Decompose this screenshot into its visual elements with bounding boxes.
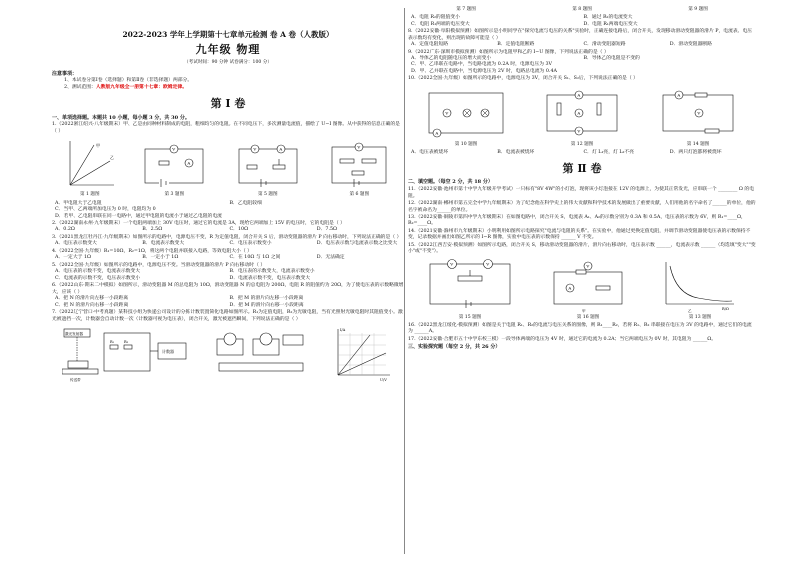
question-17: 17.（2022安徽·合肥市五十中学东校三模）一段导体两端的电压为 4V 时，通过它的电流为 0.2A；当它两端电压为 0V 时，其电阻为 ______Ω。 — [408, 336, 717, 342]
exam-meta: （考试时间：90 分钟 试卷满分：100 分） — [184, 59, 272, 65]
svg-text:V: V — [586, 263, 590, 269]
svg-text:V: V — [450, 261, 454, 267]
circuit-diagram — [546, 258, 630, 314]
figure-caption: 第 5 题图 — [257, 192, 278, 198]
option: B．通过 R₂的电流变大 — [583, 15, 633, 21]
question-2: 2.（2022湖南永州·九年级期末）一个电阻两端加上 30V 电压时，通过它的电流是 3A，现给它两端加上 15V 的电压时，它的电阻是（ ） — [52, 220, 345, 226]
figure-caption: 第 1 题图 — [79, 192, 100, 198]
option: C．电阻 R₁两端的电压变大 — [411, 21, 470, 27]
figure-row-mid — [408, 85, 756, 148]
question-7: 7.（2022辽宁营口·中考真题）某科技小组为快递公司设计的分拣计数装置简化电路如图所示。R₁为定值电阻，R₂为光敏电阻，当有光照射光敏电阻时其阻值变小。激光被遮挡一次，计数器会自动计数一次（计数器可视为电压表），闭合开关，激光被遮挡瞬间，下列说法正确的是（ ） — [52, 310, 403, 322]
option: C．电流表的示数不变，电压表示数变小 — [55, 275, 141, 281]
option: B．定值电阻断路 — [497, 42, 535, 48]
option: D．电阻 R₁两端电压变大 — [583, 21, 638, 27]
question-5: 5.（2022全国·九年级）如图所示的电路中，电源电压不变。当滑动变阻器的滑片 P 向右移动时（ ） — [52, 262, 266, 268]
figure-row-bottom — [408, 258, 756, 321]
svg-text:V: V — [172, 146, 176, 152]
q4-options — [52, 255, 404, 261]
q9-options-long — [408, 62, 756, 75]
svg-text:A: A — [568, 285, 572, 291]
svg-text:A: A — [677, 92, 681, 98]
option: C．滑动变阻器短路 — [583, 42, 626, 48]
column-divider — [404, 8, 405, 554]
section-heading: 三、实验探究题（每空 2 分，共 26 分） — [408, 344, 501, 351]
notice-range-label: 2、测试范围： — [64, 85, 96, 91]
question-15: 15.（2022江西吉安·模拟预测）如图所示电路，闭合开关 S，移动滑动变阻器的滑片，滑片向右移动时，电压表示数 ______，电流表示数 ______（均选填"变大""变小"或"不变"）。 — [408, 242, 756, 255]
option: C．灯 L₁亮，灯 L₂不亮 — [583, 150, 635, 156]
option: C．甲、乙串联在电路中，当电路电流为 0.2A 时，电源电压为 3V — [411, 62, 552, 68]
q5-options — [52, 269, 404, 282]
svg-text:A: A — [187, 160, 191, 166]
q3-options — [52, 241, 404, 247]
option: D．若甲、乙电阻串联在同一电路中，通过甲电阻的电流小于通过乙电阻的电流 — [55, 213, 222, 219]
circuit-diagram — [539, 85, 625, 141]
option: C．在 10Ω 与 1Ω 之间 — [229, 255, 281, 261]
question-1: 1.（2022浙江绍兴·八年级期末）甲、乙是由同种材料制成的电阻，粗细均匀的电阻。在不同电压下，多次测量电流值，描绘了 U−I 图像。从中获得的信息正确的是（ ） — [52, 122, 400, 134]
figure-12 — [539, 85, 625, 148]
fig7-label: R₁ — [110, 340, 115, 344]
fig7-label: 计数器 — [162, 349, 175, 354]
q10-options — [408, 150, 756, 156]
figure-caption: 第 15 题图 — [458, 314, 482, 320]
question-4: 4.（2022全国·九年级）R₁=10Ω，R₂=1Ω，将这两个电阻并联接入电路，等效电阻大小（ ） — [52, 248, 252, 254]
experiment-apparatus — [213, 325, 309, 383]
option: A．0.2Ω — [55, 227, 75, 233]
option: D．把 M 的滑片向右移一小段距离 — [229, 302, 304, 308]
svg-text:A: A — [435, 130, 439, 136]
figure-10 — [423, 85, 509, 148]
figure-caption: 第 7 题图 — [456, 7, 476, 12]
option: C．电压表示数变小 — [229, 241, 272, 247]
circuit-diagram — [139, 137, 209, 191]
section-heading: 一、单项选择题。本题共 10 小题，每小题 3 分，共 30 分。 — [52, 114, 190, 121]
sorting-device-diagram — [62, 325, 192, 383]
figure-1 — [64, 137, 116, 198]
option: D．电压表示数与电流表示数之比变大 — [316, 241, 398, 247]
exam-grade: 九年级 物理 — [195, 43, 261, 57]
option: C．把 N 的滑片向右移一小段距离 — [55, 302, 129, 308]
graph-axis-x: R/Ω — [722, 306, 729, 311]
figure-3 — [139, 137, 209, 198]
circuit-diagram — [233, 137, 303, 191]
question-12: 12.（2022湖南·郴州市第五完全中学九年级期末）为了纪念他在科学史上的伟大贡献和科学技术的发展做出了重要贡献，人们用他的名字命名了______的单位，他的名字被命名为______的单位。 — [408, 201, 756, 213]
option: A．电压表被烧坏 — [411, 150, 449, 156]
option: D．两只灯泡都将被烧坏 — [669, 150, 722, 156]
option: A．一定大于 1Ω — [55, 255, 92, 261]
fig7-label: 传送带 — [70, 378, 82, 382]
exam-title: 2022-2023 学年上学期第十七章单元检测 卷 A 卷（人教版） — [122, 30, 334, 39]
option: D．无法确定 — [316, 255, 345, 261]
option: B．电流表示数变大 — [142, 241, 185, 247]
svg-text:A: A — [577, 110, 581, 116]
ir-graph — [658, 258, 742, 314]
option: B．电流表被烧坏 — [497, 150, 535, 156]
part1-label: 第 Ⅰ 卷 — [210, 96, 246, 110]
notice-item: 1、本试卷分第Ⅰ卷（选择题）和第Ⅱ卷（非选择题）两部分。 — [64, 77, 193, 83]
figure-16 — [546, 258, 630, 321]
option: B．一定小于 1Ω — [142, 255, 179, 261]
option: B．导体乙的电阻是不变的 — [583, 56, 640, 61]
figure-6 — [326, 137, 392, 198]
option: C．当甲、乙两端所加电压为 0 时，电阻均为 0 — [55, 207, 156, 213]
figure-row — [52, 137, 404, 198]
figure-15 — [422, 258, 518, 321]
question-9: 9.（2022广东·深圳市模拟预测）如图所示为电阻甲和乙的 I−U 图像，下列说法正确的是（ ） — [408, 49, 609, 55]
figure-caption: 第 8 题图 — [572, 7, 592, 12]
q8-options — [408, 42, 756, 48]
part2-label: 第 Ⅱ 卷 — [562, 161, 602, 175]
figure-caption: 第 12 题图 — [570, 141, 594, 147]
figure-caption: 第 13 题图 — [688, 314, 712, 320]
figure-row-7 — [52, 325, 404, 383]
graph-axis-y: I/A — [339, 328, 345, 332]
option: D．7.5Ω — [316, 227, 337, 233]
svg-text:V: V — [577, 128, 581, 134]
option: A．甲电阻大于乙电阻 — [55, 200, 102, 206]
svg-text:V: V — [697, 110, 701, 116]
graph-label-jia: 甲 — [95, 143, 100, 149]
section-heading: 二、填空题。（每空 2 分，共 18 分） — [408, 179, 493, 186]
svg-text:V: V — [486, 261, 490, 267]
q6-options — [52, 296, 404, 309]
q1-options-long — [52, 207, 404, 220]
figure-caption-row — [408, 6, 756, 13]
option: A．定值电阻短路 — [411, 42, 449, 48]
q2-options — [52, 227, 404, 233]
option: A．导体乙的电阻随电压的增大而变小 — [411, 56, 492, 61]
fig7-label: 激光发射器 — [65, 332, 84, 336]
option: A．电压表的示数不变，电流表示数变大 — [55, 269, 141, 275]
circuit-diagram — [422, 258, 518, 314]
figure-caption: 第 3 题图 — [164, 192, 185, 198]
figure-caption: 第 16 题图 — [576, 314, 600, 320]
svg-text:V: V — [253, 146, 257, 152]
option: D．电流表示数不变，电压表示数变大 — [229, 275, 311, 281]
q7-options — [408, 15, 756, 28]
option: A．电压表示数变大 — [55, 241, 97, 247]
svg-text:V: V — [357, 144, 361, 150]
left-column — [52, 30, 404, 562]
figure-13 — [658, 258, 742, 321]
notice-range: 人教版九年级全一册第十七章：欧姆定律。 — [95, 84, 187, 91]
graph-label-yi: 乙 — [688, 308, 692, 313]
svg-text:A: A — [279, 146, 283, 152]
ia-graph — [330, 325, 394, 383]
question-3: 3.（2021黑龙江牡丹江·九年级期末）如图所示的电路中，电源电压不变，R 为定值电阻，闭合开关 S 后，滑动变阻器的滑片 P 向右移动时，下列说法正确的是（ ） — [52, 234, 402, 240]
option: C．10Ω — [229, 227, 249, 233]
question-8: 8.（2022安徽·阜阳模拟预测）如图所示是小明同学在"探究电流与电压的关系"实验时，正确连接电路后，闭合开关，发现移动滑动变阻器的滑片 P，电流表、电压表示数均有变化，则出现的故障可能是（ ） — [408, 29, 753, 41]
option: A．电阻 R₂的阻值变小 — [411, 15, 460, 21]
question-13: 13.（2022安徽·铜陵市第四中学九年级期末）在如图电路中，闭合开关 S，电流表 A₁、A₂的示数分别为 0.3A 和 0.5A，电压表的示数为 6V，则 R₁=____Ω，R₂=____Ω。 — [408, 215, 746, 227]
option: B．把 M 的滑片向左移一小段距离 — [229, 296, 304, 302]
circuit-diagram — [655, 85, 741, 141]
right-column — [408, 4, 756, 562]
question-16: 16.（2022黑龙江绥化·模拟预测）如图是关于电阻 R₁、R₂的电流与电压关系的图像，则 R₁____R₂，若将 R₁、R₂ 串联接在电压为 3V 的电路中，通过它们的电流为 ______A。 — [408, 323, 752, 335]
ui-graph — [64, 137, 116, 191]
figure-caption: 第 10 题图 — [454, 141, 478, 147]
notice-heading: 注意事项： — [52, 71, 78, 78]
question-14: 14.（2021安徽·滁州市九年级期末）小明利用如图所示电路探究"电流与电阻的关系"。在实验中，他通过更换定值电阻，并调节滑动变阻器使电压表的示数保持不变，记录数据并画出如图乙所示的 I−R 图像，实验中电压表的示数保持 ______ V 不变。 — [408, 228, 751, 241]
figure-caption: 第 14 题图 — [686, 141, 710, 147]
option: D．甲、乙并联在电路中，当电源电压为 2V 时，电路总电流为 0.4A — [411, 68, 557, 74]
circuit-diagram — [326, 137, 392, 191]
graph-label-jia: 甲 — [582, 308, 586, 313]
graph-axis-x: U/V — [379, 378, 387, 382]
figure-caption: 第 9 题图 — [688, 7, 708, 12]
option: B．2.5Ω — [142, 227, 163, 233]
option: D．滑动变阻器断路 — [669, 42, 712, 48]
option: B．电压表的示数变大，电流表示数变小 — [229, 269, 315, 275]
figure-14 — [655, 85, 741, 148]
graph-label-yi: 乙 — [109, 155, 114, 161]
question-10: 10.（2022全国·九年级）如图所示的电路中，电源电压为 3V，闭合开关 S₁、S₂后，下列说法正确的是（ ） — [408, 76, 638, 82]
notice-item — [52, 84, 404, 91]
fig7-label: R₂ — [124, 340, 129, 344]
question-6: 6.（2022山东·期末二中模拟）如图所示，滑动变阻器 M 的总电阻为 10Ω，滑动变阻器 N 的总电阻为 200Ω，电阻 R 的阻值约为 20Ω，为了使电压表的示数略微增大，应该（ ） — [52, 283, 404, 295]
circuit-diagram — [423, 85, 509, 141]
figure-caption: 第 6 题图 — [349, 192, 370, 198]
svg-text:A: A — [577, 92, 581, 98]
svg-text:V: V — [445, 110, 449, 116]
question-11: 11.（2022安徽·池州市第十中学九年级开学考试）一只标有"8V 4W"的小灯泡，现将该小灯泡接在 12V 的电源上，为使其正常发光，应串联一个 ________ Ω 的电阻。 — [408, 187, 754, 199]
option: A．把 N 的滑片向左移一小段距离 — [55, 296, 129, 302]
figure-5 — [233, 137, 303, 198]
option: B．乙电阻较细 — [229, 200, 262, 206]
